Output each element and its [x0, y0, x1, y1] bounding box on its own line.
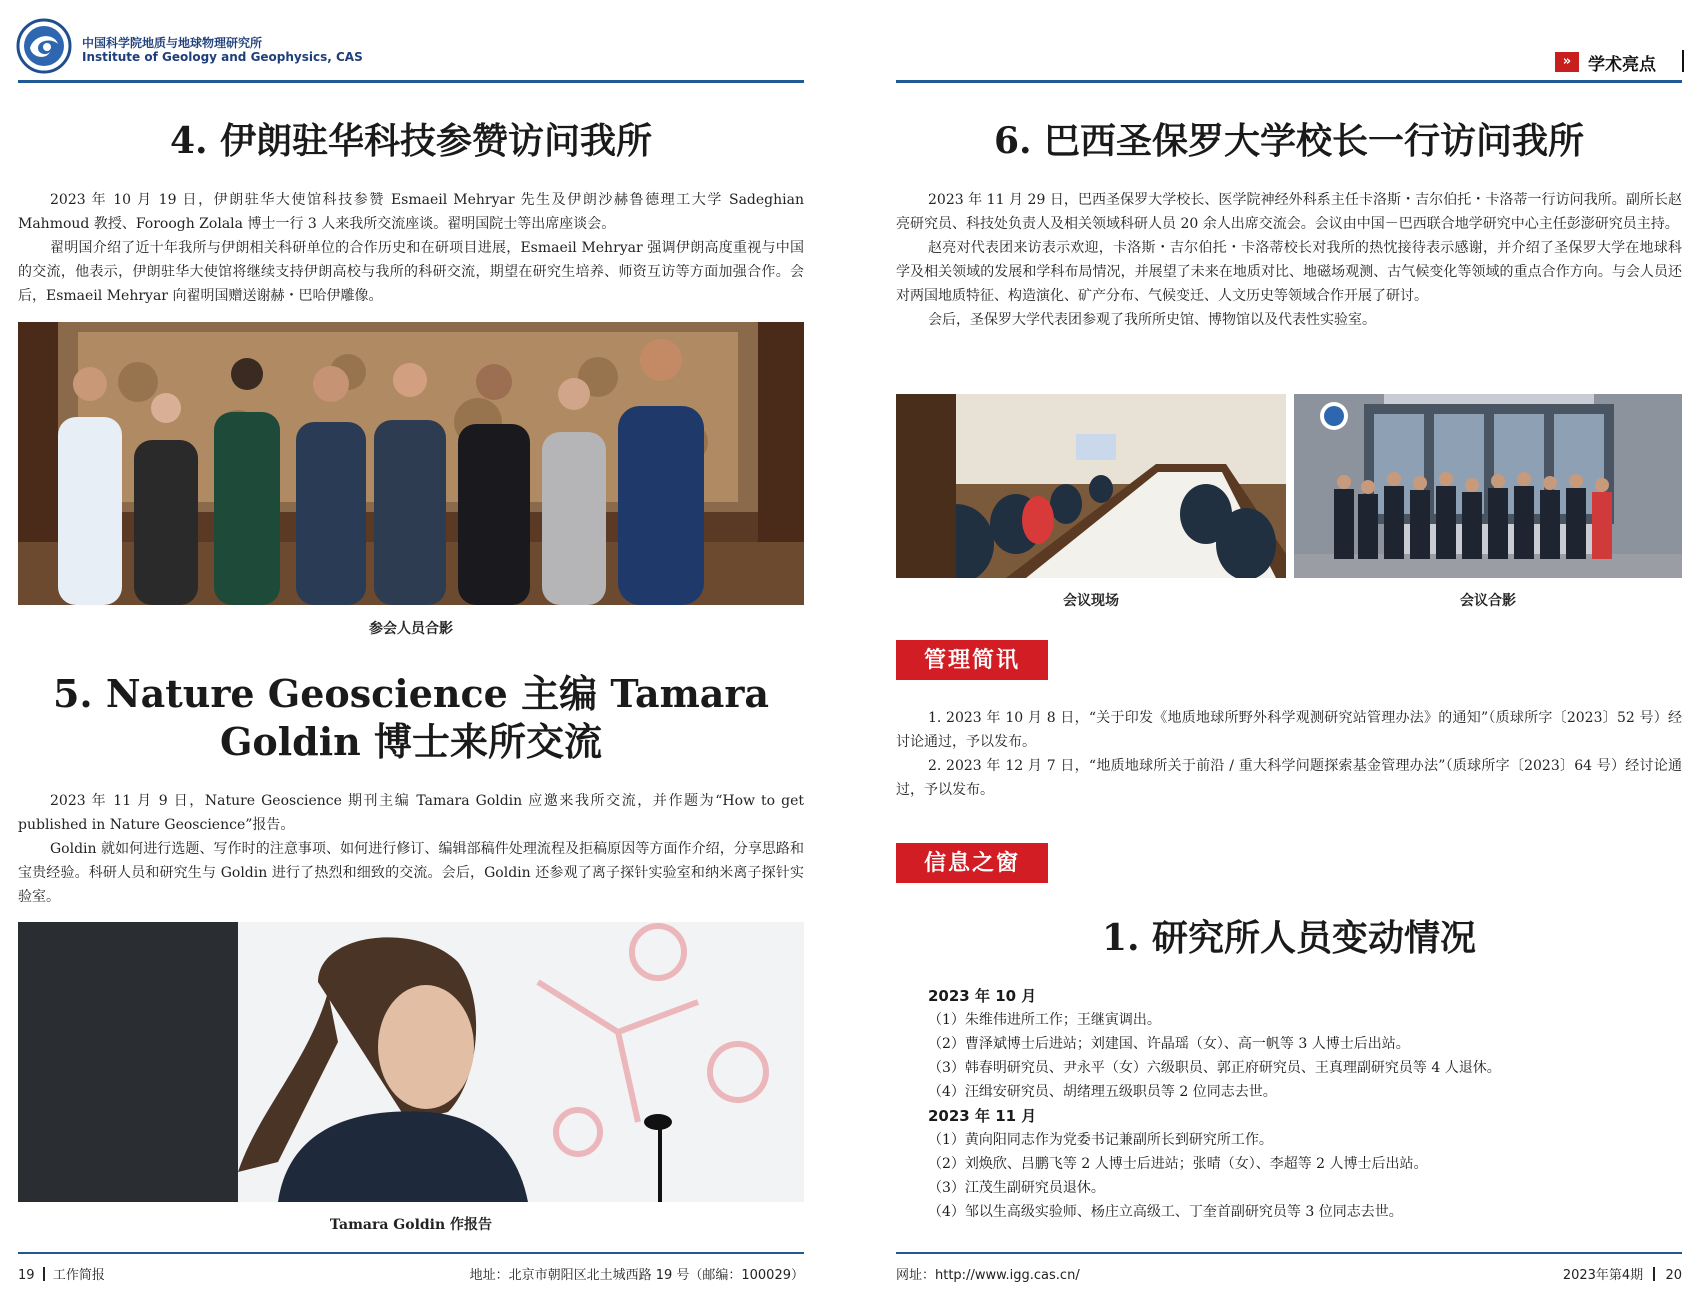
section-label: 学术亮点: [1588, 55, 1656, 75]
personnel-item: （1）朱维伟进所工作；王继寅调出。: [928, 1012, 1161, 1028]
section-6-paragraph: 会后，圣保罗大学代表团参观了我所所史馆、博物馆以及代表性实验室。: [928, 312, 1376, 328]
double-chevron-icon: »: [1555, 52, 1579, 72]
management-news-tag: 管理简讯: [896, 640, 1048, 680]
section-6-body: [896, 188, 1682, 332]
website-link[interactable]: 网址：http://www.igg.cas.cn/: [896, 1268, 1080, 1283]
delegation-group-photo: [1294, 394, 1682, 578]
section-4-title: 4. 伊朗驻华科技参赞访问我所: [169, 120, 653, 162]
meeting-photo: [896, 394, 1286, 578]
footer-left: [18, 1264, 804, 1283]
meeting-photo-caption: 会议现场: [1063, 593, 1119, 609]
section-5-paragraph: 2023 年 11 月 9 日，Nature Geoscience 期刊主编 Tamara Goldin 应邀来我所交流，并作题为“How to get published in Nature Geoscience”报告。: [18, 793, 804, 833]
institute-logo-icon: [16, 18, 72, 74]
delegation-photo-caption: 会议合影: [1460, 593, 1516, 609]
section-5-paragraph: Goldin 就如何进行选题、写作时的注意事项、如何进行修订、编辑部稿件处理流程及拒稿原因等方面作介绍，分享思路和宝贵经验。科研人员和研究生与 Goldin 进行了热烈和细致的交流。会后，Goldin 还参观了离子探针实验室和纳米离子探针实验室。: [18, 841, 804, 905]
org-name-cn: 中国科学院地质与地球物理研究所: [82, 36, 263, 50]
speaker-photo-caption: Tamara Goldin 作报告: [329, 1217, 493, 1233]
management-news-body: [896, 706, 1682, 802]
section-5-title-line: 5. Nature Geoscience 主编 Tamara: [52, 671, 770, 716]
header-rule-left: [18, 80, 804, 83]
personnel-changes-title: 1. 研究所人员变动情况: [1101, 917, 1477, 959]
month-heading: 2023 年 11 月: [928, 1107, 1037, 1125]
footer-divider: [43, 1267, 45, 1281]
footer-rule-left: [18, 1252, 804, 1254]
speaker-photo: [18, 922, 804, 1202]
personnel-changes-list: [928, 984, 1682, 1224]
section-6-title: 6. 巴西圣保罗大学校长一行访问我所: [993, 120, 1585, 162]
personnel-item: （4）汪缉安研究员、胡绪理五级职员等 2 位同志去世。: [928, 1084, 1277, 1100]
section-4-paragraph: 翟明国介绍了近十年我所与伊朗相关科研单位的合作历史和在研项目进展，Esmaeil Mehryar 强调伊朗高度重视与中国的交流，他表示，伊朗驻华大使馆将继续支持伊朗高校与我所的科研交流，期望在研究生培养、师资互访等方面加强合作。会后，Esmaeil Mehryar 向翟明国赠送谢赫・巴哈伊雕像。: [18, 240, 804, 304]
group-photo: [18, 322, 804, 605]
page-number: 19: [18, 1268, 35, 1283]
section-4-body: [18, 188, 804, 308]
personnel-item: （3）江茂生副研究员退休。: [928, 1180, 1105, 1196]
footer-divider: [1653, 1267, 1655, 1281]
personnel-item: （4）邹以生高级实验师、杨庄立高级工、丁奎首副研究员等 3 位同志去世。: [928, 1204, 1403, 1220]
publication-name: 工作简报: [52, 1268, 105, 1283]
postal-address: 地址：北京市朝阳区北土城西路 19 号（邮编：100029）: [469, 1268, 804, 1283]
section-5-title: [18, 670, 804, 766]
footer-rule-right: [896, 1252, 1682, 1254]
personnel-item: （2）刘焕欣、吕鹏飞等 2 人博士后进站；张晴（女）、李超等 2 人博士后出站。: [928, 1156, 1428, 1172]
personnel-item: （1）黄向阳同志作为党委书记兼副所长到研究所工作。: [928, 1132, 1273, 1148]
section-4-paragraph: 2023 年 10 月 19 日，伊朗驻华大使馆科技参赞 Esmaeil Mehryar 先生及伊朗沙赫鲁德理工大学 Sadeghian Mahmoud 教授、Foroogh Zolala 博士一行 3 人来我所交流座谈。翟明国院士等出席座谈会。: [18, 192, 804, 232]
section-label-bar: [1682, 50, 1684, 72]
issue-info: [1563, 1264, 1682, 1283]
header-rule-right: [896, 80, 1682, 83]
section-5-body: [18, 789, 804, 909]
section-5-title-line: Goldin 博士来所交流: [219, 719, 603, 764]
section-6-paragraph: 2023 年 11 月 29 日，巴西圣保罗大学校长、医学院神经外科系主任卡洛斯・吉尔伯托・卡洛蒂一行访问我所。副所长赵亮研究员、科技处负责人及相关领域科研人员 20 余人出席交流会。会议由中国－巴西联合地学研究中心主任彭澎研究员主持。: [896, 192, 1682, 232]
org-name-en: Institute of Geology and Geophysics, CAS: [82, 50, 363, 64]
info-window-tag: 信息之窗: [896, 843, 1048, 883]
management-news-item: 1. 2023 年 10 月 8 日，“关于印发《地质地球所野外科学观测研究站管理办法》的通知”（质球所字〔2023〕52 号）经讨论通过，予以发布。: [896, 710, 1682, 750]
personnel-item: （3）韩春明研究员、尹永平（女）六级职员、郭正府研究员、王真理副研究员等 4 人退休。: [928, 1060, 1501, 1076]
personnel-item: （2）曹泽斌博士后进站；刘建国、许晶瑶（女）、高一帆等 3 人博士后出站。: [928, 1036, 1410, 1052]
footer-right: [896, 1264, 1682, 1283]
management-news-item: 2. 2023 年 12 月 7 日，“地质地球所关于前沿 / 重大科学问题探索基金管理办法”（质球所字〔2023〕64 号）经讨论通过，予以发布。: [896, 758, 1682, 798]
page-number: 20: [1665, 1268, 1682, 1283]
section-6-paragraph: 赵亮对代表团来访表示欢迎，卡洛斯・吉尔伯托・卡洛蒂校长对我所的热忱接待表示感谢，并介绍了圣保罗大学在地球科学及相关领域的发展和学科布局情况，并展望了未来在地质对比、地磁场观测、古气候变化等领域的重点合作方向。与会人员还对两国地质特征、构造演化、矿产分布、气候变迁、人文历史等领域合作开展了研讨。: [896, 240, 1682, 304]
issue-number: 2023年第4期: [1562, 1268, 1644, 1283]
photo-caption: 参会人员合影: [369, 621, 453, 637]
month-heading: 2023 年 10 月: [928, 987, 1037, 1005]
